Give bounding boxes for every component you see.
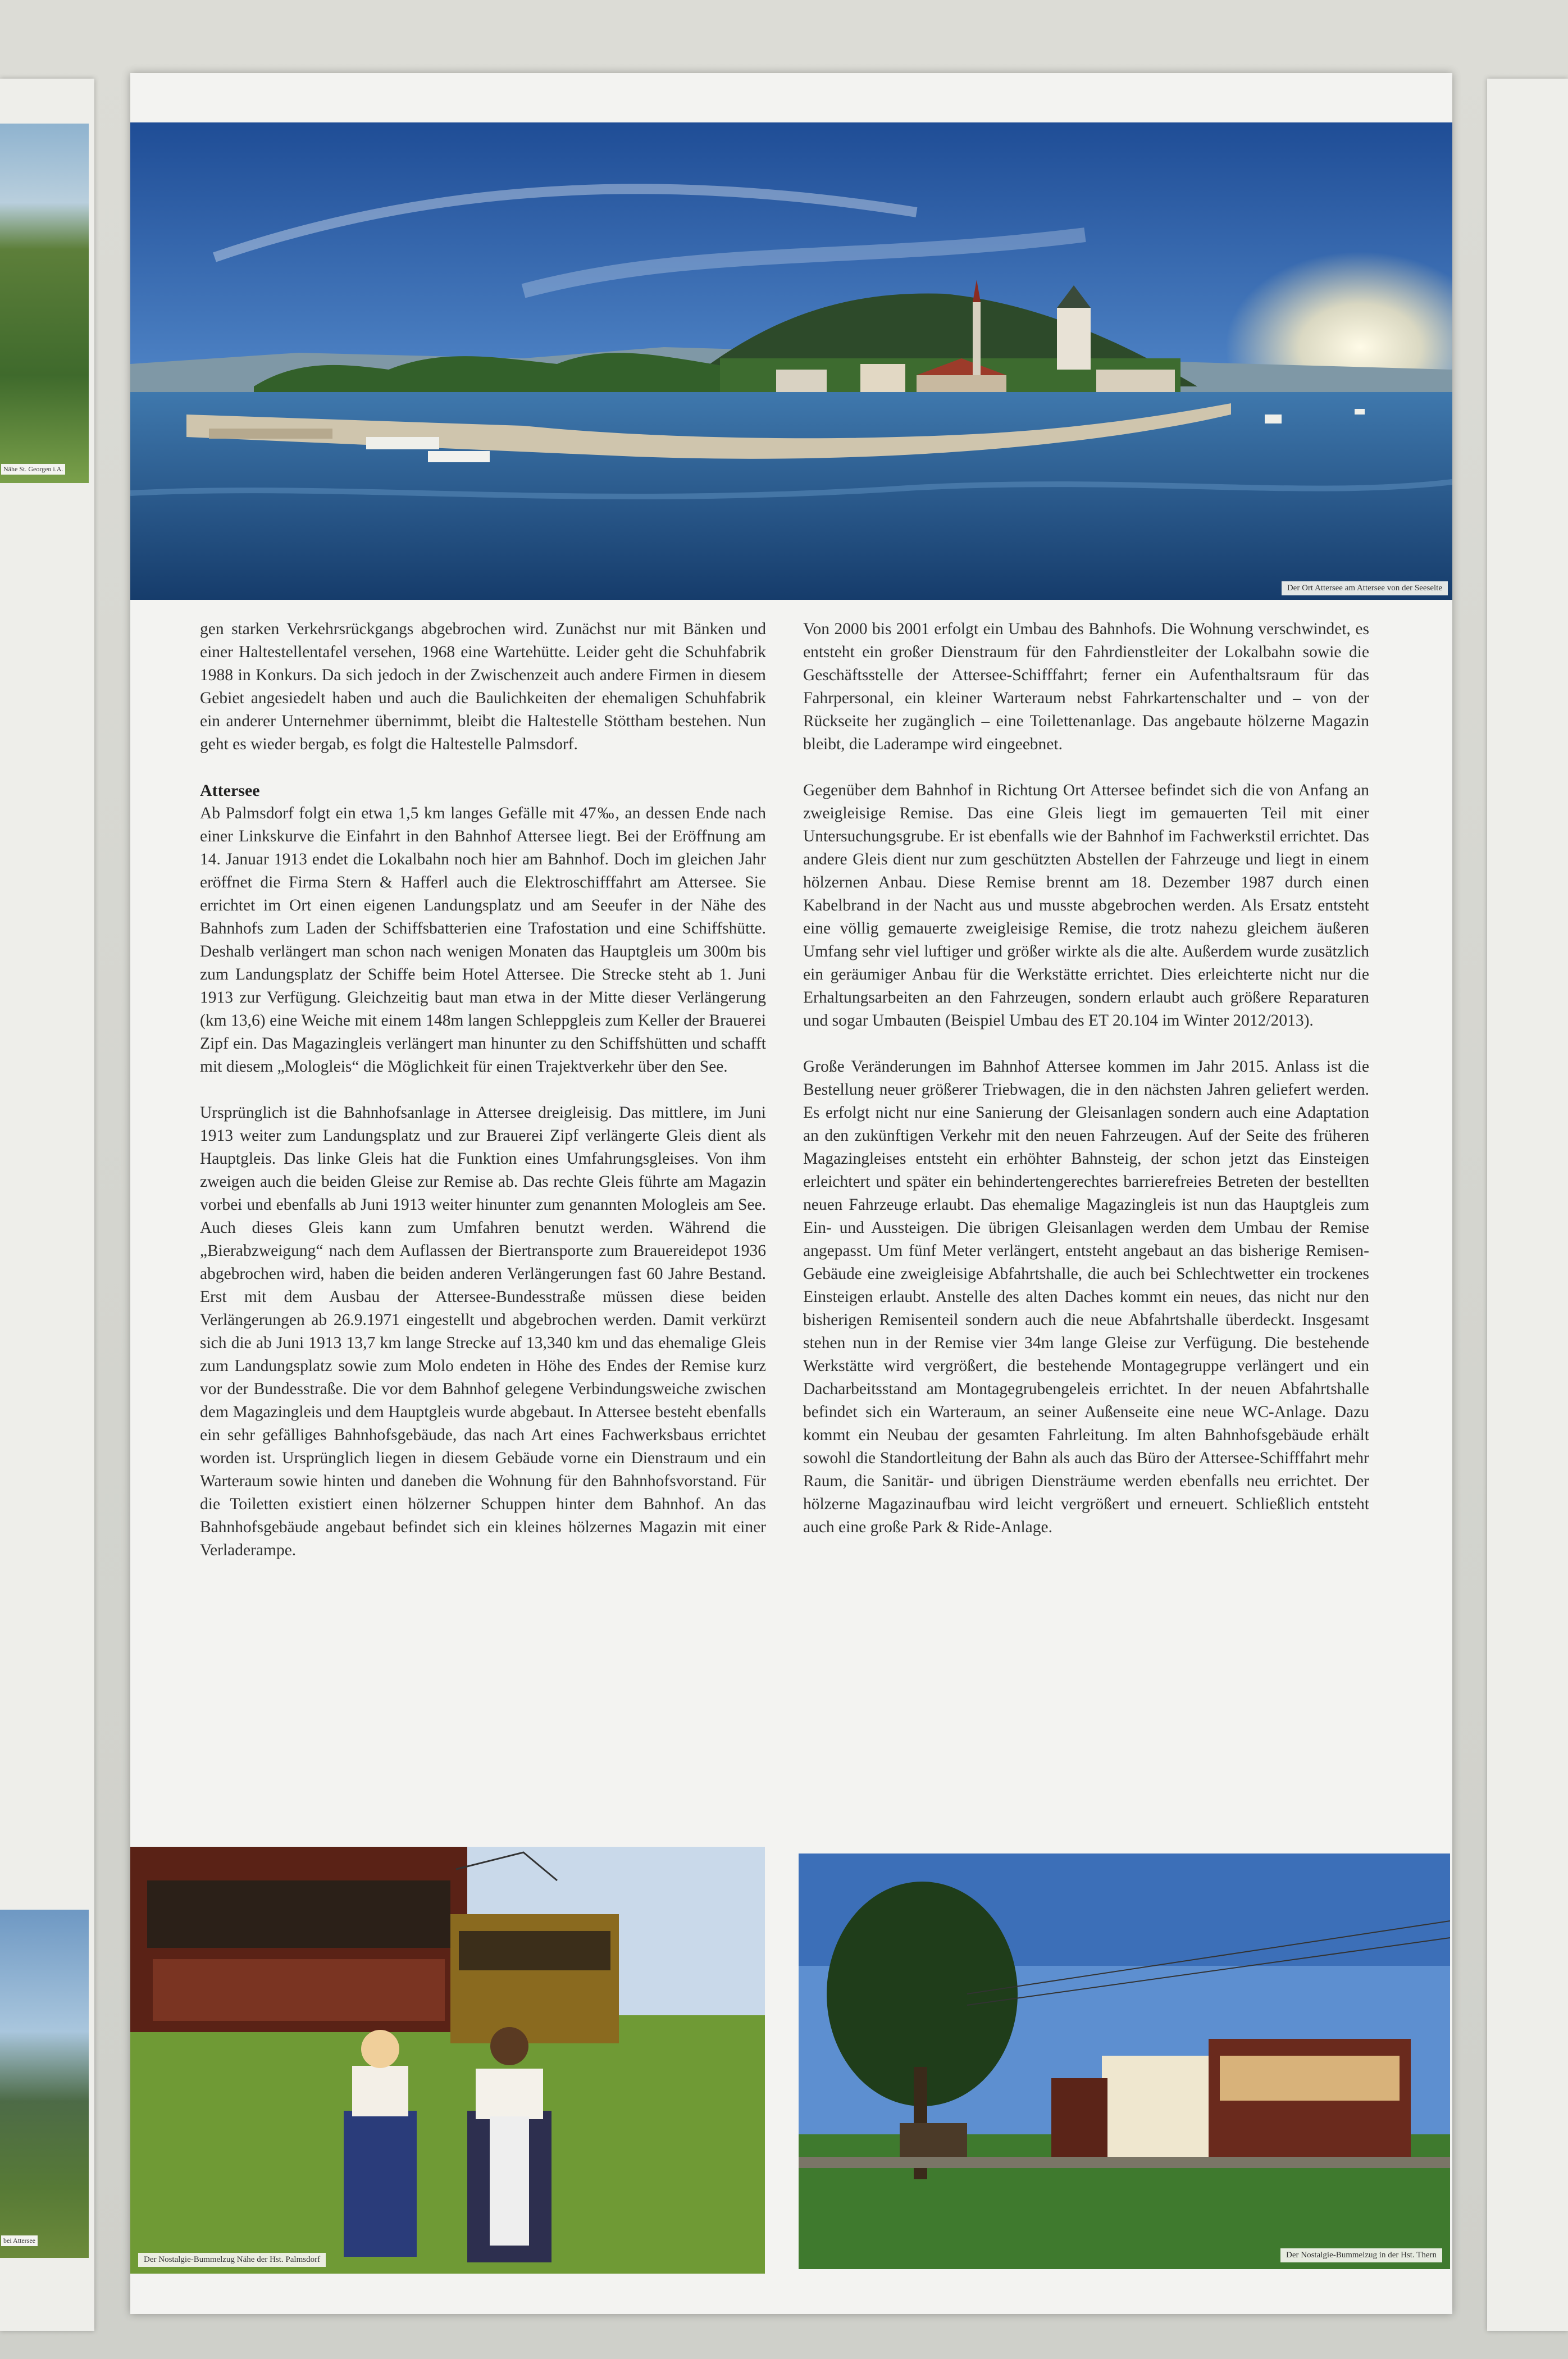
hero-photo-illustration — [130, 122, 1452, 600]
photo-tram-dirndl — [130, 1847, 765, 2274]
photo-tram-thern — [799, 1854, 1450, 2269]
left-neighbor-caption-bottom: bei Attersee — [1, 2235, 38, 2246]
poster-panel — [130, 73, 1452, 2314]
section-heading-attersee: Attersee — [200, 781, 260, 800]
left-paragraph-3: Ursprünglich ist die Bahnhofsanlage in Attersee dreigleisig. Das mittlere, im Juni 1913 weiter zum Landungsplatz und zur Brauerei Zipf verlängerte Gleis dient als Hauptgleis. Das linke Gleis hat die Funktion eines Umfahrungsgleises. Von ihm zweigen auch die beiden Gleise zur Remise ab. Das rechte Gleis führte am Magazin vorbei und ebenfalls ab Juni 1913 weiter hinunter zum genannten Mologleis am See. Auch dieses Gleis kann zum Umfahren benutzt werden. Während die „Bierabzweigung“ nach dem Auflassen der Biertransporte zum Brauereidepot 1936 abgebrochen wird, haben die beiden anderen Verlängerungen fast 60 Jahre Bestand. Erst mit dem Ausbau der Attersee-Bundesstraße müssen diese beiden Verlängerungen ab 26.9.1971 eingestellt und abgebrochen werden. Damit verkürzt sich die ab Juni 1913 13,7 km lange Strecke auf 13,340 km und das ehemalige Gleis zum Landungsplatz sowie zum Molo endeten in Höhe des Endes der Remise kurz vor der Bundesstraße. Die vor dem Bahnhof gelegene Verbindungsweiche zwischen dem Magazingleis und dem Hauptgleis wurde abgebaut. In Attersee besteht ebenfalls ein sehr gefälliges Bahnhofsgebäude, das nach Art eines Fachwerksbaus errichtet worden ist. Ursprünglich liegen in diesem Gebäude vorne ein Dienstraum und ein Warteraum sowie hinten und daneben die Wohnung für den Bahnhofsvorstand. Für die Toiletten existiert einen hölzerner Schuppen hinter dem Bahnhof. An das Bahnhofsgebäude angebaut befindet sich ein kleines hölzernes Magazin mit einer Verladerampe. — [200, 1104, 766, 1559]
photo-tram-dirndl-caption: Der Nostalgie-Bummelzug Nähe der Hst. Palmsdorf — [138, 2253, 326, 2267]
right-paragraph-1: Von 2000 bis 2001 erfolgt ein Umbau des Bahnhofs. Die Wohnung verschwindet, es entsteht ein großer Dienstraum für den Fahrdienstleiter der Lokalbahn sowie die Geschäftsstelle der Attersee-Schifffahrt; ferner ein Aufenthaltsraum für das Fahrpersonal, ein kleiner Warteraum nebst Fahrkartenschalter und – von der Rückseite her zugänglich – eine Toilettenanlage. Das angebaute hölzerne Magazin bleibt, die Laderampe wird eingeebnet. — [803, 620, 1369, 753]
hero-photo-caption: Der Ort Attersee am Attersee von der Seeseite — [1282, 581, 1448, 595]
text-column-right — [803, 618, 1369, 1562]
text-column-left — [200, 618, 766, 1585]
photo-tram-thern-illustration — [799, 1854, 1450, 2269]
left-neighbor-photo-top — [0, 124, 89, 483]
photo-tram-thern-caption: Der Nostalgie-Bummelzug in der Hst. Thern — [1280, 2248, 1442, 2262]
hero-photo-attersee — [130, 122, 1452, 600]
right-paragraph-2: Gegenüber dem Bahnhof in Richtung Ort Attersee befindet sich die von Anfang an zweigleisige Remise. Das eine Gleis liegt im gemauerten Teil mit einer Untersuchungsgrube. Er ist ebenfalls wie der Bahnhof im Fachwerkstil errichtet. Das andere Gleis dient nur zum geschützten Abstellen der Fahrzeuge und liegt in einem hölzernen Anbau. Diese Remise brennt am 18. Dezember 1987 durch einen Kabelbrand in der Nacht aus und musste abgebrochen werden. Als Ersatz entsteht eine völlig gemauerte zweigleisige Remise, die trotz nahezu gleichem äußeren Umfang sehr viel luftiger und größer wirkte als die alte. Außerdem wurde zusätzlich ein geräumiger Anbau für die Werkstätte errichtet. Dies erleichterte nicht nur die Erhaltungsarbeiten an den Fahrzeugen, sondern erlaubt auch größere Reparaturen und sogar Umbauten (Beispiel Umbau des ET 20.104 im Winter 2012/2013). — [803, 781, 1369, 1030]
left-paragraph-1: gen starken Verkehrsrückgangs abgebrochen wird. Zunächst nur mit Bänken und einer Haltestellentafel versehen, 1968 eine Wartehütte. Leider geht die Schuhfabrik 1988 in Konkurs. Da sich jedoch in der Zwischenzeit auch andere Firmen in diesem Gebiet angesiedelt haben und auch die Baulichkeiten der ehemaligen Schuhfabrik ein anderer Unternehmer übernimmt, bleibt die Haltestelle Stöttham bestehen. Nun geht es wieder bergab, es folgt die Haltestelle Palmsdorf. — [200, 620, 766, 753]
left-neighbor-photo-bottom — [0, 1910, 89, 2258]
left-neighbor-caption-top: Nähe St. Georgen i.A. — [1, 464, 65, 475]
photo-tram-dirndl-illustration — [130, 1847, 765, 2274]
left-paragraph-2: Ab Palmsdorf folgt ein etwa 1,5 km langes Gefälle mit 47‰, an dessen Ende nach einer Linkskurve die Einfahrt in den Bahnhof Attersee liegt. Bei der Eröffnung am 14. Januar 1913 endet die Lokalbahn noch hier am Bahnhof. Doch im gleichen Jahr eröffnet die Firma Stern & Hafferl auch die Elektroschifffahrt am Attersee. Sie errichtet im Ort einen eigenen Landungsplatz und am Seeufer in der Nähe des Bahnhofs zum Laden der Schiffsbatterien eine Trafostation und eine Schiffshütte. Deshalb verlängert man schon nach wenigen Monaten das Hauptgleis um 300m bis zum Landungsplatz der Schiffe beim Hotel Attersee. Die Strecke steht ab 1. Juni 1913 zur Verfügung. Gleichzeitig baut man etwa in der Mitte dieser Verlängerung (km 13,6) eine Weiche mit einem 148m langen Schleppgleis zum Keller der Brauerei Zipf ein. Das Magazingleis verlängert man hinunter zu den Schiffshütten und schafft mit diesem „Mologleis“ die Möglichkeit für einen Trajektverkehr über den See. — [200, 804, 766, 1076]
right-neighbor-panel — [1487, 79, 1568, 2331]
right-paragraph-3: Große Veränderungen im Bahnhof Attersee kommen im Jahr 2015. Anlass ist die Bestellung neuer größerer Triebwagen, die in den nächsten Jahren geliefert werden. Es erfolgt nicht nur eine Sanierung der Gleisanlagen sondern auch eine Adaptation an den zukünftigen Verkehr mit den neuen Fahrzeugen. Auf der Seite des früheren Magazingleises entsteht ein erhöhter Bahnsteig, der schon jetzt das Einsteigen erleichtert und später ein behindertengerechtes barrierefreies Betreten der bestellten neuen Fahrzeuge erlaubt. Das ehemalige Magazingleis ist nun das Hauptgleis zum Ein- und Aussteigen. Die übrigen Gleisanlagen werden dem Umbau der Remise angepasst. Um fünf Meter verlängert, entsteht angebaut an das bisherige Remisen-Gebäude eine zweigleisige Abfahrtshalle, die auch bei Schlechtwetter ein trockenes Einsteigen erlaubt. Anstelle des alten Daches kommt ein neues, das nicht nur den bisherigen Remisenteil sondern auch die neue Abfahrtshalle überdeckt. Insgesamt stehen nun in der Remise vier 34m lange Gleise zur Verfügung. Die bestehende Werkstätte wird vergrößert, die bestehende Montagegruppe verlängert und ein Dacharbeitsstand am Montagegrubengeleis errichtet. In der neuen Abfahrtshalle befindet sich ein Warteraum, an seiner Außenseite eine neue WC-Anlage. Dazu kommt ein Neubau der gesamten Fahrleitung. Im alten Bahnhofsgebäude erhält sowohl die Standortleitung der Bahn als auch das Büro der Attersee-Schifffahrt mehr Raum, die Sanitär- und übrigen Diensträume werden ebenfalls neu errichtet. Der hölzerne Magazinaufbau wird leicht vergrößert und erneuert. Schließlich entsteht auch eine große Park & Ride-Anlage. — [803, 1058, 1369, 1536]
